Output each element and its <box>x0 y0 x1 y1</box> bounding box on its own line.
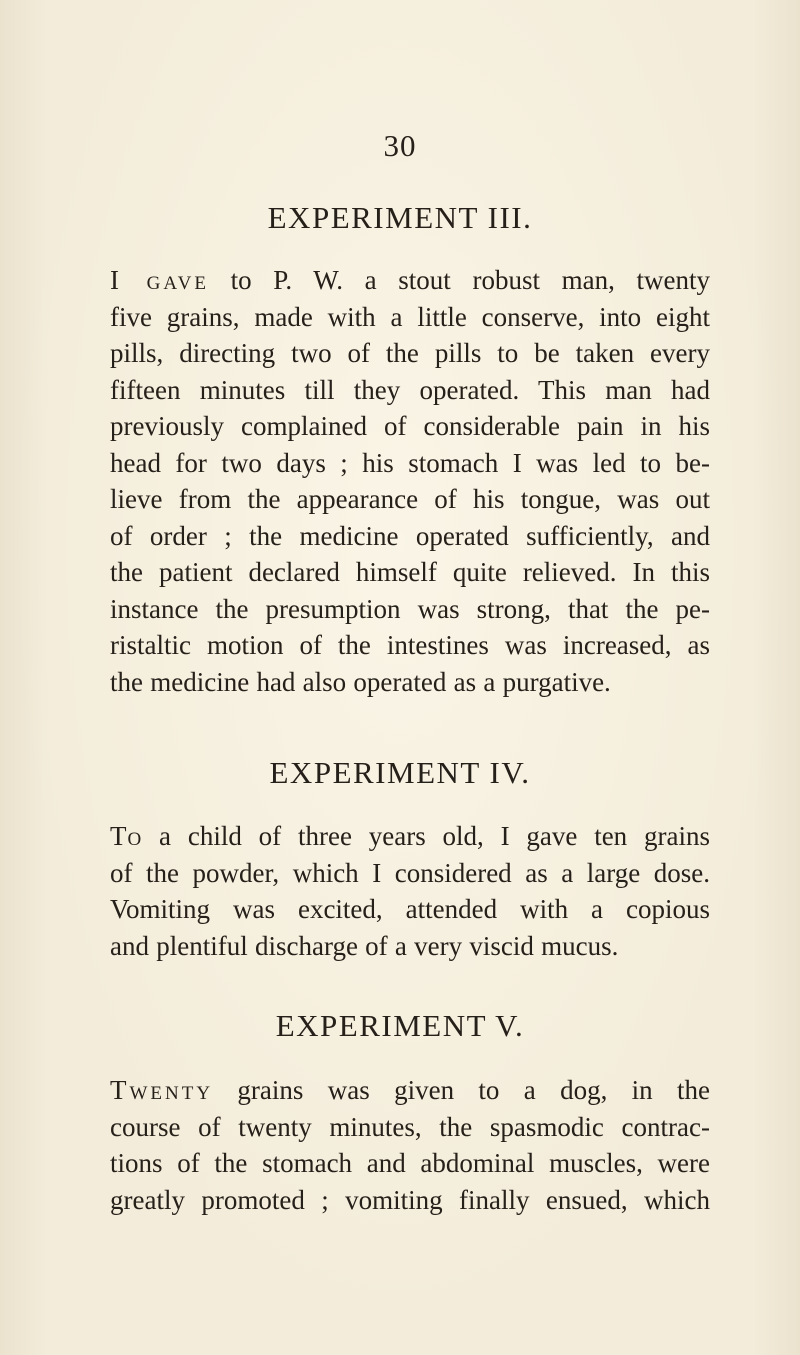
text-line: previously complained of considerable pain in his <box>110 411 710 441</box>
text-line: course of twenty minutes, the spasmodic contrac- <box>110 1111 710 1142</box>
opening-word: To <box>110 821 143 851</box>
text-line: five grains, made with a little conserve, into eight <box>110 301 710 332</box>
paragraph-experiment-v <box>110 1072 710 1218</box>
section-heading-experiment-iii: EXPERIMENT III. <box>267 200 533 235</box>
text-line: I gave to P. W. a stout robust man, twenty <box>110 265 711 295</box>
text-line: lieve from the appearance of his tongue, was out <box>110 484 710 514</box>
text-line: the medicine had also operated as a purgative. <box>110 666 611 697</box>
text-line: head for two days ; his stomach I was led to be- <box>110 447 710 478</box>
text-line: Vomiting was excited, attended with a copious <box>110 894 710 924</box>
text-line: tions of the stomach and abdominal muscles, were <box>110 1148 710 1178</box>
text-line: ristaltic motion of the intestines was increased, as <box>110 630 710 660</box>
section-heading-experiment-iv: EXPERIMENT IV. <box>269 755 531 790</box>
text-line: instance the presumption was strong, that the pe- <box>110 593 710 624</box>
text-line: the patient declared himself quite relieved. In this <box>110 557 710 587</box>
text-line: and plentiful discharge of a very viscid mucus. <box>110 930 619 961</box>
page-number: 30 <box>383 128 417 163</box>
text-line: greatly promoted ; vomiting finally ensued, which <box>110 1184 710 1215</box>
text-line: fifteen minutes till they operated. This man had <box>110 374 710 405</box>
text-line: of order ; the medicine operated sufficiently, and <box>110 520 710 551</box>
section-heading-experiment-v: EXPERIMENT V. <box>275 1008 525 1043</box>
paragraph-experiment-iv <box>110 818 710 964</box>
paragraph-experiment-iii <box>110 262 710 700</box>
opening-word: I gave <box>110 265 209 295</box>
opening-word: Twenty <box>110 1075 214 1105</box>
text-line: Twenty grains was given to a dog, in the <box>110 1075 710 1105</box>
text-line: of the powder, which I considered as a large dose. <box>110 857 710 888</box>
text-line: To a child of three years old, I gave ten grains <box>110 821 710 851</box>
text-line: pills, directing two of the pills to be taken every <box>110 338 710 368</box>
